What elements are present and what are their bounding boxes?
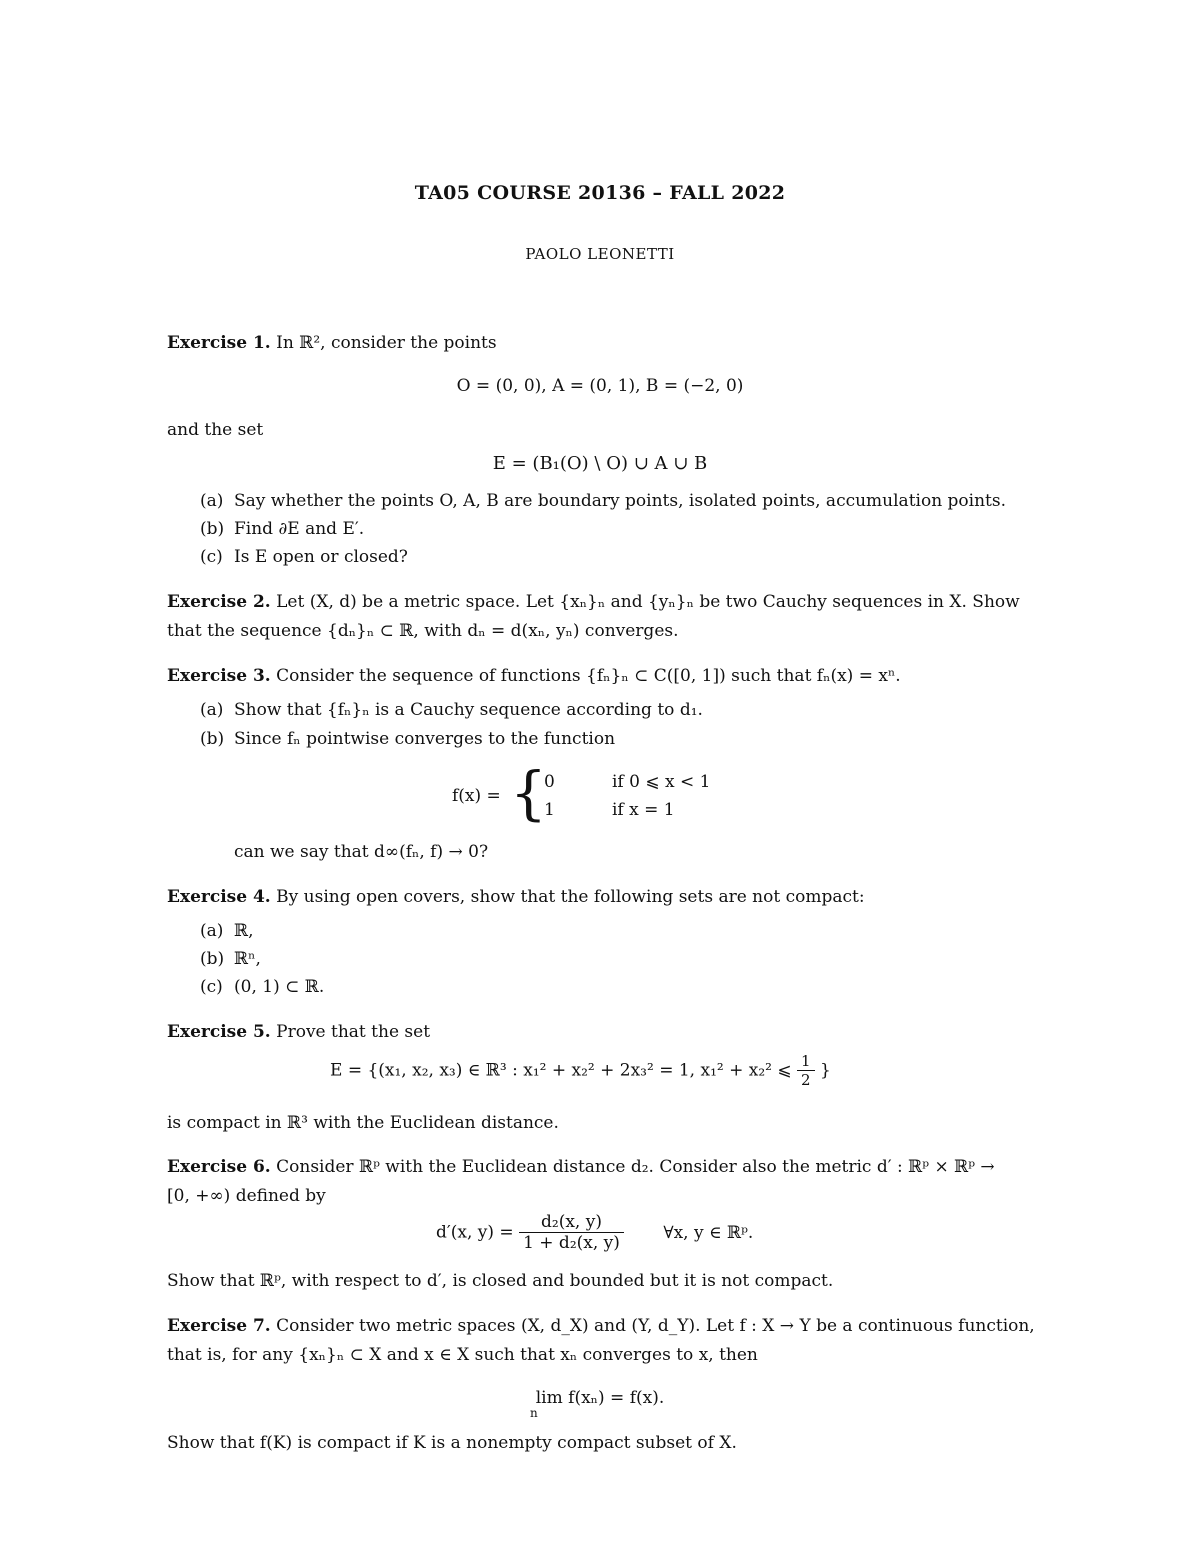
exercise-2-text-1: Let (X, d) be a metric space. Let {xₙ}ₙ and {yₙ}ₙ be two Cauchy sequences in X. Show bbox=[276, 592, 1020, 612]
set-expression: E = {(x₁, x₂, x₃) ∈ ℝ³ : x₁² + x₂² + 2x₃² = 1, x₁² + x₂² ⩽ bbox=[330, 1060, 792, 1081]
exercise-6-formula bbox=[436, 1212, 753, 1253]
exercise-6-line-2: [0, +∞) defined by bbox=[167, 1186, 326, 1206]
fraction-denominator: 1 + d₂(x, y) bbox=[523, 1233, 620, 1253]
item-marker: (a) bbox=[200, 700, 224, 720]
limit-subscript: n bbox=[530, 1406, 538, 1420]
document-title: TA05 COURSE 20136 – FALL 2022 bbox=[414, 182, 786, 204]
item-marker: (c) bbox=[200, 977, 223, 997]
case-2-value: 1 bbox=[544, 800, 555, 820]
exercise-3-question: can we say that d∞(fₙ, f) → 0? bbox=[234, 842, 489, 862]
item-text: Show that {fₙ}ₙ is a Cauchy sequence according to d₁. bbox=[234, 700, 703, 720]
exercise-6-text-1: Consider ℝᵖ with the Euclidean distance d₂. Consider also the metric d′ : ℝᵖ × ℝᵖ → bbox=[276, 1157, 995, 1177]
item-marker: (c) bbox=[200, 547, 223, 567]
exercise-5-label: Exercise 5. bbox=[167, 1022, 271, 1042]
left-brace: { bbox=[510, 759, 547, 827]
exercise-4-item-b bbox=[200, 949, 261, 969]
item-marker: (b) bbox=[200, 519, 225, 539]
exercise-1-intro bbox=[167, 333, 497, 353]
exercise-4-intro bbox=[167, 887, 865, 907]
item-marker: (b) bbox=[200, 729, 225, 749]
exercise-1-label: Exercise 1. bbox=[167, 333, 271, 353]
exercise-6-outro: Show that ℝᵖ, with respect to d′, is closed and bounded but it is not compact. bbox=[167, 1271, 834, 1291]
exercise-1-set-definition: E = (B₁(O) \ O) ∪ A ∪ B bbox=[492, 453, 708, 474]
exercise-1-points: O = (0, 0), A = (0, 1), B = (−2, 0) bbox=[456, 376, 744, 396]
exercise-1-item-b bbox=[200, 519, 364, 539]
item-marker: (a) bbox=[200, 491, 224, 511]
exercise-7-label: Exercise 7. bbox=[167, 1316, 271, 1336]
fraction-numerator: 1 bbox=[797, 1052, 815, 1071]
item-text: (0, 1) ⊂ ℝ. bbox=[234, 977, 325, 997]
exercise-6-line-1 bbox=[167, 1157, 995, 1177]
exercise-5-intro-text: Prove that the set bbox=[276, 1022, 431, 1042]
exercise-5-outro: is compact in ℝ³ with the Euclidean distance. bbox=[167, 1113, 559, 1133]
exercise-3-intro-text: Consider the sequence of functions {fₙ}ₙ ⊂ C([0, 1]) such that fₙ(x) = xⁿ. bbox=[276, 666, 901, 686]
exercise-4-item-c bbox=[200, 977, 324, 997]
fraction-one-half bbox=[797, 1052, 815, 1089]
exercise-2-line-1 bbox=[167, 592, 1020, 612]
exercise-3-item-a bbox=[200, 700, 703, 720]
exercise-7-outro: Show that f(K) is compact if K is a nonempty compact subset of X. bbox=[167, 1433, 737, 1453]
case-2-condition: if x = 1 bbox=[612, 800, 675, 820]
exercise-1-item-c bbox=[200, 547, 408, 567]
item-text: Find ∂E and E′. bbox=[234, 519, 365, 539]
exercise-3-item-b bbox=[200, 729, 615, 749]
formula-rhs: ∀x, y ∈ ℝᵖ. bbox=[663, 1222, 754, 1243]
exercise-7-line-1 bbox=[167, 1316, 1035, 1336]
exercise-2-line-2: that the sequence {dₙ}ₙ ⊂ ℝ, with dₙ = d(xₙ, yₙ) converges. bbox=[167, 621, 679, 641]
fraction-numerator: d₂(x, y) bbox=[519, 1212, 624, 1233]
exercise-1-item-a bbox=[200, 491, 1006, 511]
item-text: Say whether the points O, A, B are boundary points, isolated points, accumulation points. bbox=[234, 491, 1007, 511]
exercise-7-limit: lim f(xₙ) = f(x). bbox=[535, 1388, 665, 1408]
piecewise-lhs: f(x) = bbox=[452, 786, 501, 806]
case-1-condition: if 0 ⩽ x < 1 bbox=[612, 772, 711, 792]
item-text: ℝⁿ, bbox=[234, 949, 261, 969]
exercise-2-label: Exercise 2. bbox=[167, 592, 271, 612]
formula-lhs: d′(x, y) = bbox=[436, 1222, 514, 1243]
item-text: ℝ, bbox=[234, 921, 254, 941]
exercise-7-line-2: that is, for any {xₙ}ₙ ⊂ X and x ∈ X such that xₙ converges to x, then bbox=[167, 1345, 758, 1365]
exercise-4-label: Exercise 4. bbox=[167, 887, 271, 907]
document-author: PAOLO LEONETTI bbox=[525, 245, 675, 263]
exercise-4-item-a bbox=[200, 921, 254, 941]
exercise-5-intro bbox=[167, 1022, 430, 1042]
case-1-value: 0 bbox=[544, 772, 555, 792]
set-close-brace: } bbox=[819, 1060, 831, 1081]
exercise-4-intro-text: By using open covers, show that the following sets are not compact: bbox=[276, 887, 865, 907]
item-text: Is E open or closed? bbox=[234, 547, 408, 567]
fraction-denominator: 2 bbox=[801, 1071, 811, 1089]
exercise-7-text-1: Consider two metric spaces (X, d_X) and (Y, d_Y). Let f : X → Y be a continuous function, bbox=[276, 1316, 1035, 1336]
item-text: Since fₙ pointwise converges to the function bbox=[234, 729, 616, 749]
exercise-1-intro-text: In ℝ², consider the points bbox=[276, 333, 497, 353]
exercise-6-label: Exercise 6. bbox=[167, 1157, 271, 1177]
item-marker: (a) bbox=[200, 921, 224, 941]
item-marker: (b) bbox=[200, 949, 225, 969]
exercise-3-intro bbox=[167, 666, 901, 686]
exercise-1-and-set: and the set bbox=[167, 420, 264, 440]
exercise-3-label: Exercise 3. bbox=[167, 666, 271, 686]
exercise-5-set-definition bbox=[330, 1052, 831, 1089]
formula-fraction bbox=[519, 1212, 624, 1253]
